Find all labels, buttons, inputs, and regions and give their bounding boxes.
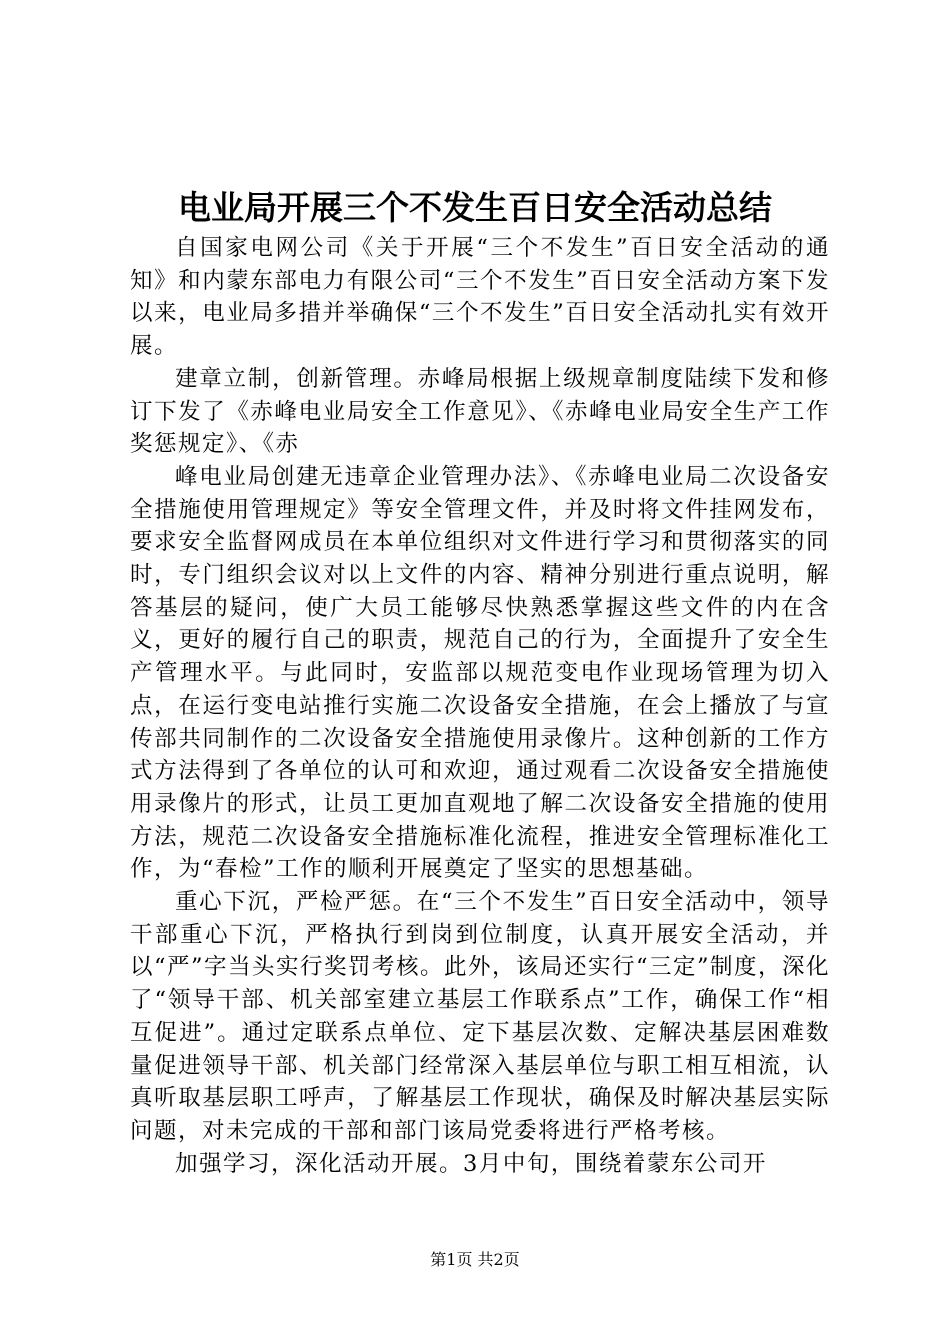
paragraph-rules-continued: 峰电业局创建无违章企业管理办法》、《赤峰电业局二次设备安全措施使用管理规定》等安全管理文件，并及时将文件挂网发布，要求安全监督网成员在本单位组织对文件进行学习和贯彻落实的同时，专门组织会议对以上文件的内容、精神分别进行重点说明，解答基层的疑问，使广大员工能够尽快熟悉掌握这些文件的内在含义，更好的履行自己的职责，规范自己的行为，全面提升了安全生产管理水平。与此同时，安监部以规范变电作业现场管理为切入点，在运行变电站推行实施二次设备安全措施，在会上播放了与宣传部共同制作的二次设备安全措施使用录像片。这种创新的工作方式方法得到了各单位的认可和欢迎，通过观看二次设备安全措施使用录像片的形式，让员工更加直观地了解二次设备安全措施的使用方法，规范二次设备安全措施标准化流程，推进安全管理标准化工作，为“春检”工作的顺利开展奠定了坚实的思想基础。 — [130, 463, 830, 883]
paragraph-study: 加强学习，深化活动开展。3月中旬，围绕着蒙东公司开 — [175, 1150, 767, 1177]
page-number-footer: 第1页 共2页 — [430, 1250, 520, 1269]
document-title: 电业局开展三个不发生百日安全活动总结 — [178, 188, 772, 227]
paragraph-intro: 自国家电网公司《关于开展“三个不发生”百日安全活动的通知》和内蒙东部电力有限公司“三个不发生”百日安全活动方案下发以来，电业局多措并举确保“三个不发生”百日安全活动扎实有效开展。 — [130, 235, 830, 360]
paragraph-rules: 建章立制，创新管理。赤峰局根据上级规章制度陆续下发和修订下发了《赤峰电业局安全工作意见》、《赤峰电业局安全生产工作奖惩规定》、《赤 — [130, 365, 830, 458]
document-body — [130, 232, 830, 1180]
paragraph-leadership: 重心下沉，严检严惩。在“三个不发生”百日安全活动中，领导干部重心下沉，严格执行到岗到位制度，认真开展安全活动，并以“严”字当头实行奖罚考核。此外，该局还实行“三定”制度，深化了“领导干部、机关部室建立基层工作联系点”工作，确保工作“相互促进”。通过定联系点单位、定下基层次数、定解决基层困难数量促进领导干部、机关部门经常深入基层单位与职工相互相流，认真听取基层职工呼声，了解基层工作现状，确保及时解决基层实际问题，对未完成的干部和部门该局党委将进行严格考核。 — [130, 889, 831, 1144]
